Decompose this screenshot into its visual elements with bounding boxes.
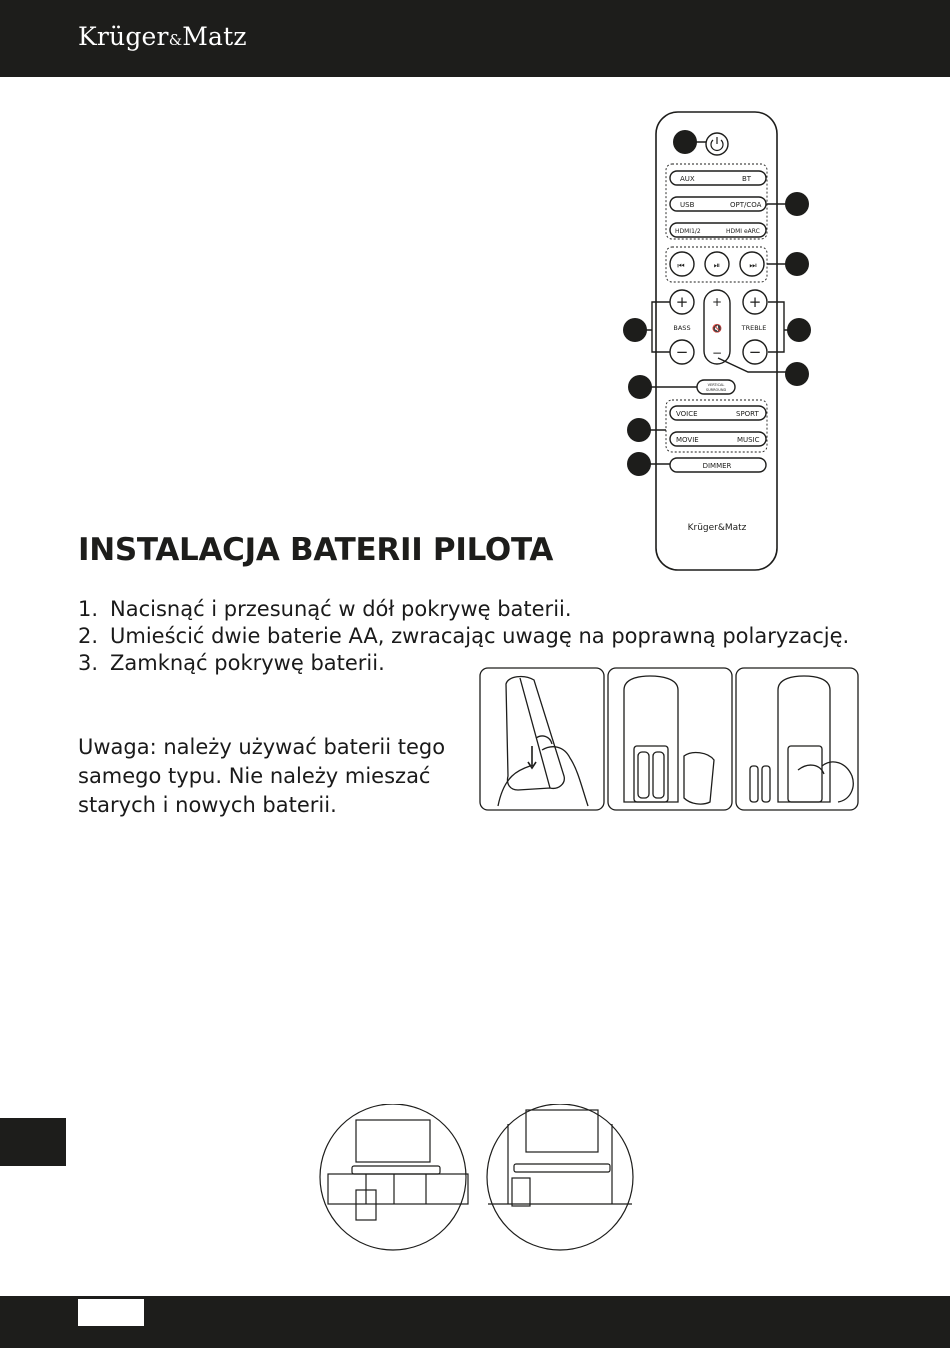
battery-installation-illustration: [478, 666, 862, 814]
svg-text:⏮: ⏮: [677, 261, 685, 270]
battery-note: Uwaga: należy używać baterii tego samego typu. Nie należy mieszać starych i nowych baterii.: [78, 735, 446, 817]
remote-bt-label: BT: [742, 175, 752, 183]
remote-control-diagram: [618, 108, 818, 574]
remote-vs-line1: VERTICAL: [707, 383, 725, 387]
chapter-tab: [0, 1118, 66, 1166]
svg-text:−: −: [748, 343, 762, 361]
page-number-box: [78, 1299, 144, 1326]
placement-illustration: [316, 1104, 642, 1254]
remote-bass-label: BASS: [673, 324, 691, 332]
remote-hdmi12-label: HDMI1/2: [675, 228, 701, 235]
svg-text:−: −: [675, 343, 689, 361]
remote-dimmer-label: DIMMER: [702, 462, 732, 470]
installation-steps: [78, 596, 874, 677]
brand-logo: Krüger&Matz: [78, 22, 247, 51]
header-bar: [0, 0, 950, 77]
step-item: 1. Nacisnąć i przesunąć w dół pokrywę baterii.: [78, 597, 572, 621]
page-title: INSTALACJA BATERII PILOTA: [78, 532, 554, 568]
remote-aux-label: AUX: [680, 175, 695, 183]
step-item: 3. Zamknąć pokrywę baterii.: [78, 651, 385, 675]
remote-voice-label: VOICE: [676, 410, 698, 418]
remote-usb-label: USB: [680, 201, 695, 209]
svg-text:🔇: 🔇: [712, 324, 722, 333]
remote-vs-line2: SURROUND: [705, 388, 727, 392]
svg-text:⏭: ⏭: [749, 261, 757, 270]
svg-text:+: +: [675, 293, 689, 311]
remote-treble-label: TREBLE: [741, 324, 767, 332]
step-item: 2. Umieścić dwie baterie AA, zwracając uwagę na poprawną polaryzację.: [78, 624, 850, 648]
remote-movie-label: MOVIE: [676, 436, 699, 444]
remote-hdmiearc-label: HDMI eARC: [726, 228, 760, 235]
svg-text:⏯: ⏯: [713, 261, 721, 270]
remote-logo: Krüger&Matz: [687, 523, 747, 533]
svg-text:+: +: [748, 293, 762, 311]
svg-text:−: −: [711, 346, 723, 360]
svg-text:+: +: [711, 295, 723, 309]
remote-sport-label: SPORT: [736, 410, 759, 418]
remote-music-label: MUSIC: [737, 436, 760, 444]
remote-optcoa-label: OPT/COA: [730, 201, 762, 209]
